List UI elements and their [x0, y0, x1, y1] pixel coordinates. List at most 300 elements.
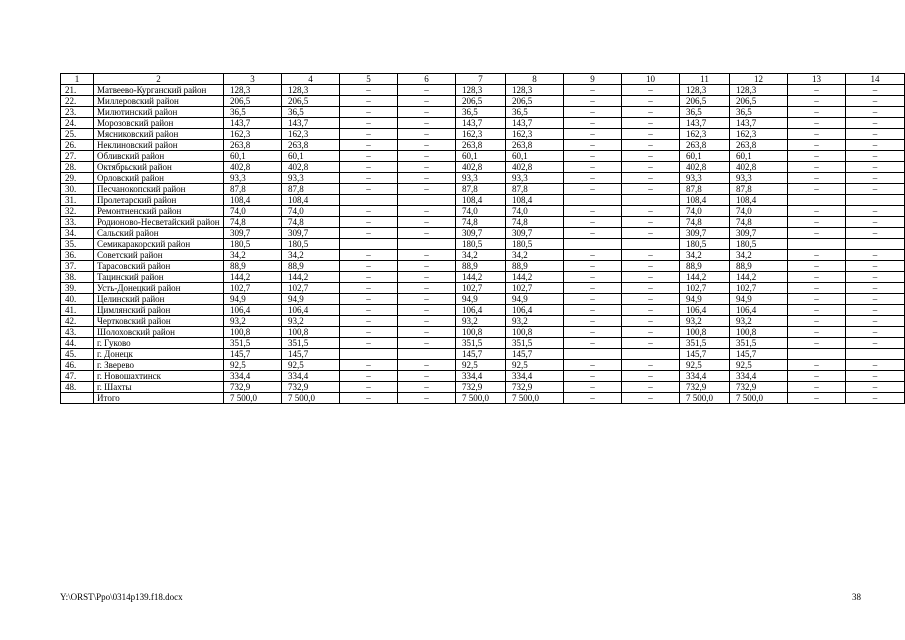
value-cell: –: [398, 96, 456, 107]
value-cell: 162,3: [224, 129, 282, 140]
value-cell: 36,5: [680, 107, 730, 118]
value-cell: –: [622, 217, 680, 228]
value-cell: –: [622, 382, 680, 393]
value-cell: –: [846, 96, 905, 107]
value-cell: 732,9: [224, 382, 282, 393]
value-cell: –: [340, 327, 398, 338]
table-row: [61, 272, 905, 283]
value-cell: 128,3: [282, 85, 340, 96]
value-cell: 162,3: [730, 129, 788, 140]
value-cell: 263,8: [680, 140, 730, 151]
value-cell: 94,9: [456, 294, 506, 305]
value-cell: 74,8: [224, 217, 282, 228]
row-number: 37.: [61, 261, 94, 272]
value-cell: 263,8: [730, 140, 788, 151]
row-number: 30.: [61, 184, 94, 195]
value-cell: 206,5: [224, 96, 282, 107]
value-cell: –: [622, 327, 680, 338]
value-cell: 60,1: [224, 151, 282, 162]
value-cell: 732,9: [730, 382, 788, 393]
district-name: Песчанокопский район: [94, 184, 224, 195]
table-row: [61, 393, 905, 404]
column-header: 12: [730, 74, 788, 85]
value-cell: –: [398, 217, 456, 228]
value-cell: 351,5: [224, 338, 282, 349]
value-cell: 93,3: [680, 173, 730, 184]
value-cell: 144,2: [456, 272, 506, 283]
value-cell: 180,5: [680, 239, 730, 250]
value-cell: –: [846, 360, 905, 371]
value-cell: 87,8: [506, 184, 564, 195]
value-cell: –: [340, 228, 398, 239]
value-cell: –: [846, 261, 905, 272]
value-cell: [622, 195, 680, 206]
value-cell: –: [564, 118, 622, 129]
value-cell: –: [340, 217, 398, 228]
value-cell: 34,2: [730, 250, 788, 261]
value-cell: –: [622, 283, 680, 294]
value-cell: 34,2: [282, 250, 340, 261]
value-cell: 88,9: [730, 261, 788, 272]
value-cell: –: [340, 184, 398, 195]
value-cell: 334,4: [282, 371, 340, 382]
district-name: Чертковский район: [94, 316, 224, 327]
row-number: 36.: [61, 250, 94, 261]
value-cell: –: [564, 371, 622, 382]
value-cell: 7 500,0: [456, 393, 506, 404]
value-cell: 93,2: [456, 316, 506, 327]
value-cell: –: [622, 272, 680, 283]
value-cell: 92,5: [224, 360, 282, 371]
value-cell: 143,7: [282, 118, 340, 129]
value-cell: 34,2: [680, 250, 730, 261]
district-name: Родионово-Несветайский район: [94, 217, 224, 228]
value-cell: –: [788, 283, 846, 294]
value-cell: 106,4: [730, 305, 788, 316]
value-cell: 108,4: [456, 195, 506, 206]
value-cell: –: [564, 184, 622, 195]
value-cell: 60,1: [730, 151, 788, 162]
value-cell: –: [788, 316, 846, 327]
value-cell: –: [564, 327, 622, 338]
district-name: Усть-Донецкий район: [94, 283, 224, 294]
value-cell: –: [398, 228, 456, 239]
value-cell: 34,2: [224, 250, 282, 261]
value-cell: 94,9: [224, 294, 282, 305]
value-cell: –: [398, 107, 456, 118]
value-cell: 732,9: [506, 382, 564, 393]
value-cell: 100,8: [456, 327, 506, 338]
table-row: [61, 283, 905, 294]
value-cell: 162,3: [282, 129, 340, 140]
value-cell: –: [788, 338, 846, 349]
value-cell: 108,4: [506, 195, 564, 206]
column-header: 7: [456, 74, 506, 85]
table-row: [61, 140, 905, 151]
value-cell: –: [398, 338, 456, 349]
value-cell: 144,2: [224, 272, 282, 283]
value-cell: –: [846, 327, 905, 338]
value-cell: –: [788, 360, 846, 371]
district-name: Целинский район: [94, 294, 224, 305]
table-row: [61, 261, 905, 272]
value-cell: –: [788, 107, 846, 118]
value-cell: –: [788, 305, 846, 316]
column-header: 14: [846, 74, 905, 85]
value-cell: –: [398, 184, 456, 195]
value-cell: –: [340, 107, 398, 118]
value-cell: –: [564, 283, 622, 294]
value-cell: 180,5: [456, 239, 506, 250]
value-cell: 87,8: [730, 184, 788, 195]
value-cell: 93,2: [282, 316, 340, 327]
value-cell: –: [564, 228, 622, 239]
value-cell: 128,3: [506, 85, 564, 96]
value-cell: –: [788, 272, 846, 283]
value-cell: –: [340, 393, 398, 404]
value-cell: –: [788, 382, 846, 393]
value-cell: –: [398, 261, 456, 272]
value-cell: 402,8: [680, 162, 730, 173]
value-cell: –: [340, 305, 398, 316]
value-cell: –: [340, 206, 398, 217]
value-cell: –: [340, 151, 398, 162]
value-cell: 143,7: [456, 118, 506, 129]
value-cell: 108,4: [282, 195, 340, 206]
table-row: [61, 173, 905, 184]
value-cell: –: [788, 217, 846, 228]
row-number: 42.: [61, 316, 94, 327]
value-cell: –: [846, 393, 905, 404]
row-number: 24.: [61, 118, 94, 129]
value-cell: [340, 195, 398, 206]
value-cell: [622, 349, 680, 360]
table-row: [61, 371, 905, 382]
row-number: 33.: [61, 217, 94, 228]
value-cell: 92,5: [680, 360, 730, 371]
value-cell: 128,3: [730, 85, 788, 96]
value-cell: –: [846, 162, 905, 173]
district-name: Мясниковский район: [94, 129, 224, 140]
value-cell: 60,1: [456, 151, 506, 162]
row-number: 28.: [61, 162, 94, 173]
value-cell: 402,8: [506, 162, 564, 173]
district-name: Орловский район: [94, 173, 224, 184]
value-cell: –: [846, 107, 905, 118]
value-cell: 143,7: [224, 118, 282, 129]
value-cell: [846, 195, 905, 206]
value-cell: [622, 239, 680, 250]
value-cell: 143,7: [506, 118, 564, 129]
value-cell: –: [622, 228, 680, 239]
value-cell: –: [340, 316, 398, 327]
value-cell: –: [398, 371, 456, 382]
value-cell: 93,3: [224, 173, 282, 184]
value-cell: 93,3: [456, 173, 506, 184]
value-cell: [564, 349, 622, 360]
value-cell: 100,8: [506, 327, 564, 338]
value-cell: –: [788, 184, 846, 195]
value-cell: 102,7: [680, 283, 730, 294]
value-cell: 74,0: [506, 206, 564, 217]
row-number: 41.: [61, 305, 94, 316]
value-cell: 92,5: [506, 360, 564, 371]
value-cell: 309,7: [456, 228, 506, 239]
column-header: 9: [564, 74, 622, 85]
value-cell: –: [622, 85, 680, 96]
value-cell: –: [846, 140, 905, 151]
value-cell: 36,5: [506, 107, 564, 118]
value-cell: 34,2: [506, 250, 564, 261]
district-name: г. Новошахтинск: [94, 371, 224, 382]
value-cell: 108,4: [730, 195, 788, 206]
value-cell: 351,5: [680, 338, 730, 349]
value-cell: 36,5: [456, 107, 506, 118]
value-cell: 144,2: [506, 272, 564, 283]
value-cell: –: [622, 129, 680, 140]
row-number: 35.: [61, 239, 94, 250]
value-cell: –: [340, 382, 398, 393]
value-cell: –: [788, 261, 846, 272]
value-cell: –: [564, 272, 622, 283]
row-number: 48.: [61, 382, 94, 393]
value-cell: 88,9: [456, 261, 506, 272]
column-header: 4: [282, 74, 340, 85]
value-cell: 74,0: [456, 206, 506, 217]
row-number: 26.: [61, 140, 94, 151]
column-header: 2: [94, 74, 224, 85]
value-cell: –: [564, 206, 622, 217]
district-name: Октябрьский район: [94, 162, 224, 173]
value-cell: 74,8: [282, 217, 340, 228]
value-cell: –: [340, 96, 398, 107]
value-cell: –: [398, 305, 456, 316]
value-cell: 74,0: [224, 206, 282, 217]
value-cell: 334,4: [730, 371, 788, 382]
value-cell: –: [340, 173, 398, 184]
value-cell: –: [398, 250, 456, 261]
table-row: [61, 327, 905, 338]
value-cell: –: [788, 140, 846, 151]
table-row: [61, 107, 905, 118]
value-cell: –: [564, 107, 622, 118]
value-cell: –: [788, 96, 846, 107]
value-cell: [398, 239, 456, 250]
value-cell: 180,5: [282, 239, 340, 250]
value-cell: 74,0: [730, 206, 788, 217]
value-cell: –: [622, 118, 680, 129]
value-cell: 732,9: [282, 382, 340, 393]
value-cell: 732,9: [456, 382, 506, 393]
value-cell: –: [622, 162, 680, 173]
value-cell: –: [564, 261, 622, 272]
district-name: Сальский район: [94, 228, 224, 239]
value-cell: –: [340, 250, 398, 261]
table-row: [61, 118, 905, 129]
value-cell: 87,8: [456, 184, 506, 195]
value-cell: 402,8: [224, 162, 282, 173]
value-cell: –: [622, 107, 680, 118]
table-row: [61, 195, 905, 206]
value-cell: 74,8: [730, 217, 788, 228]
value-cell: 7 500,0: [282, 393, 340, 404]
value-cell: 102,7: [224, 283, 282, 294]
row-number: 43.: [61, 327, 94, 338]
value-cell: 180,5: [224, 239, 282, 250]
value-cell: –: [398, 393, 456, 404]
value-cell: 7 500,0: [730, 393, 788, 404]
value-cell: 144,2: [680, 272, 730, 283]
value-cell: [564, 195, 622, 206]
value-cell: –: [398, 129, 456, 140]
value-cell: [788, 349, 846, 360]
value-cell: [564, 239, 622, 250]
district-name: г. Зверево: [94, 360, 224, 371]
file-path: Y:\ORST\Ppo\0314p139.f18.docx: [60, 592, 183, 602]
table-row: [61, 151, 905, 162]
value-cell: 162,3: [680, 129, 730, 140]
value-cell: –: [846, 118, 905, 129]
column-header: 10: [622, 74, 680, 85]
value-cell: 143,7: [680, 118, 730, 129]
table-row: [61, 184, 905, 195]
value-cell: 402,8: [456, 162, 506, 173]
value-cell: –: [398, 382, 456, 393]
value-cell: 144,2: [730, 272, 788, 283]
value-cell: –: [622, 393, 680, 404]
value-cell: 100,8: [282, 327, 340, 338]
value-cell: 106,4: [456, 305, 506, 316]
value-cell: 94,9: [680, 294, 730, 305]
value-cell: –: [846, 283, 905, 294]
table-row: [61, 85, 905, 96]
value-cell: –: [788, 371, 846, 382]
table-row: [61, 217, 905, 228]
value-cell: 106,4: [282, 305, 340, 316]
value-cell: –: [846, 272, 905, 283]
value-cell: –: [564, 217, 622, 228]
value-cell: 351,5: [456, 338, 506, 349]
page-number: 38: [852, 592, 861, 602]
value-cell: –: [622, 151, 680, 162]
value-cell: –: [622, 173, 680, 184]
value-cell: 351,5: [730, 338, 788, 349]
district-name: Ремонтненский район: [94, 206, 224, 217]
value-cell: 263,8: [282, 140, 340, 151]
value-cell: –: [846, 250, 905, 261]
value-cell: 74,8: [456, 217, 506, 228]
value-cell: 93,3: [730, 173, 788, 184]
value-cell: 351,5: [282, 338, 340, 349]
value-cell: [340, 239, 398, 250]
value-cell: 402,8: [282, 162, 340, 173]
value-cell: –: [846, 305, 905, 316]
value-cell: –: [788, 129, 846, 140]
value-cell: –: [846, 151, 905, 162]
value-cell: –: [788, 151, 846, 162]
value-cell: 36,5: [224, 107, 282, 118]
row-number: 38.: [61, 272, 94, 283]
value-cell: [788, 239, 846, 250]
district-name: Шолоховский район: [94, 327, 224, 338]
value-cell: 7 500,0: [680, 393, 730, 404]
value-cell: –: [398, 360, 456, 371]
value-cell: 88,9: [224, 261, 282, 272]
value-cell: –: [564, 162, 622, 173]
value-cell: –: [788, 294, 846, 305]
value-cell: –: [564, 360, 622, 371]
row-number: 22.: [61, 96, 94, 107]
value-cell: 102,7: [456, 283, 506, 294]
row-number: 46.: [61, 360, 94, 371]
value-cell: 36,5: [282, 107, 340, 118]
value-cell: 263,8: [506, 140, 564, 151]
value-cell: –: [398, 316, 456, 327]
value-cell: –: [622, 184, 680, 195]
value-cell: –: [622, 360, 680, 371]
value-cell: –: [622, 316, 680, 327]
value-cell: 402,8: [730, 162, 788, 173]
value-cell: 309,7: [282, 228, 340, 239]
value-cell: [788, 195, 846, 206]
table-row: [61, 250, 905, 261]
value-cell: –: [846, 173, 905, 184]
value-cell: –: [622, 338, 680, 349]
value-cell: 145,7: [506, 349, 564, 360]
value-cell: 87,8: [224, 184, 282, 195]
row-number: 27.: [61, 151, 94, 162]
table-row: [61, 162, 905, 173]
district-name: Матвеево-Курганский район: [94, 85, 224, 96]
value-cell: 145,7: [456, 349, 506, 360]
value-cell: –: [788, 206, 846, 217]
row-number: 21.: [61, 85, 94, 96]
district-name: Тарасовский район: [94, 261, 224, 272]
value-cell: –: [564, 305, 622, 316]
row-number: 25.: [61, 129, 94, 140]
value-cell: –: [564, 294, 622, 305]
value-cell: 74,0: [680, 206, 730, 217]
value-cell: 88,9: [282, 261, 340, 272]
value-cell: 162,3: [506, 129, 564, 140]
value-cell: –: [788, 162, 846, 173]
value-cell: 351,5: [506, 338, 564, 349]
value-cell: 334,4: [506, 371, 564, 382]
value-cell: [340, 349, 398, 360]
table-row: [61, 305, 905, 316]
value-cell: –: [398, 327, 456, 338]
table-row: [61, 239, 905, 250]
value-cell: –: [788, 118, 846, 129]
district-name: Тацинский район: [94, 272, 224, 283]
value-cell: 206,5: [730, 96, 788, 107]
column-header: 13: [788, 74, 846, 85]
table-row: [61, 360, 905, 371]
district-name: Цимлянский район: [94, 305, 224, 316]
value-cell: –: [788, 228, 846, 239]
value-cell: 108,4: [680, 195, 730, 206]
value-cell: –: [398, 162, 456, 173]
district-name: Неклиновский район: [94, 140, 224, 151]
value-cell: 143,7: [730, 118, 788, 129]
value-cell: –: [340, 140, 398, 151]
value-cell: –: [564, 250, 622, 261]
value-cell: –: [340, 118, 398, 129]
table-row: [61, 96, 905, 107]
value-cell: 36,5: [730, 107, 788, 118]
value-cell: –: [340, 85, 398, 96]
value-cell: 732,9: [680, 382, 730, 393]
